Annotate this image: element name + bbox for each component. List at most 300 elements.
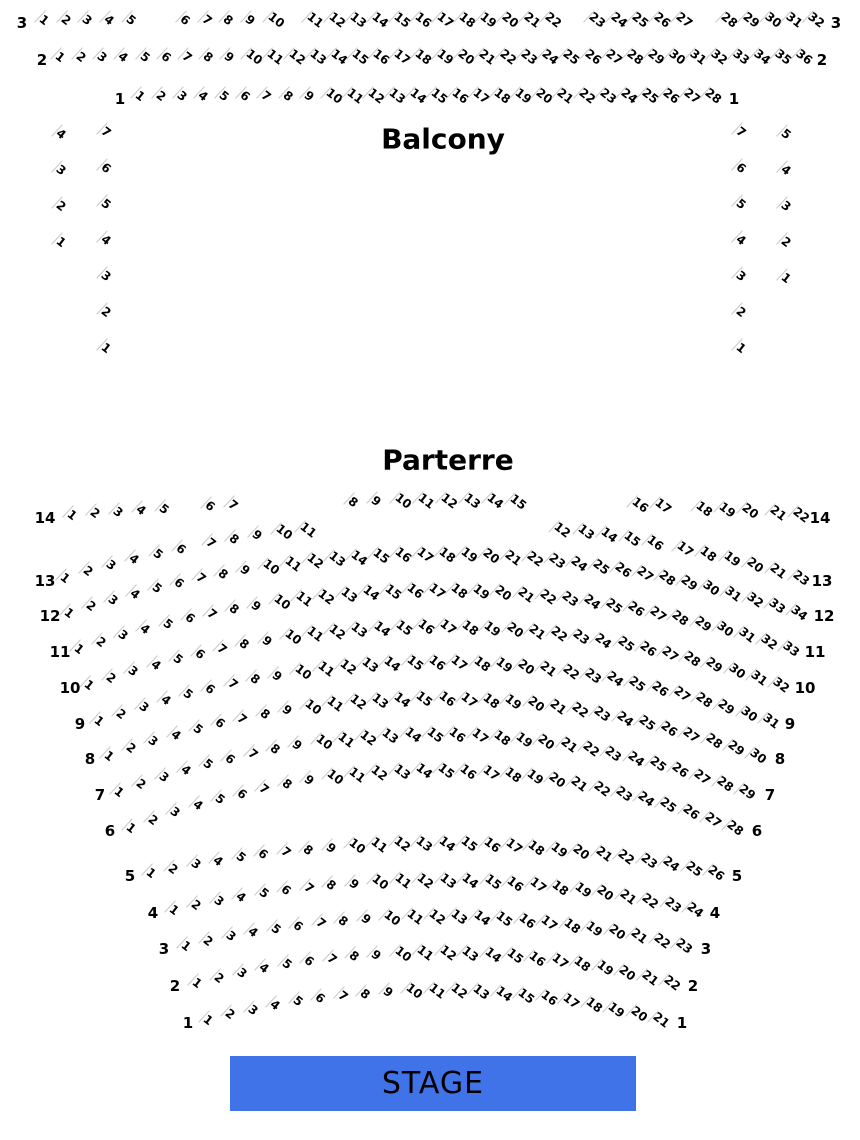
seat-number: 18 — [491, 726, 514, 749]
seat-number: 20 — [499, 9, 522, 31]
seat-number: 5 — [290, 993, 306, 1010]
seat-number: 10 — [302, 696, 325, 718]
seat-number: 32 — [744, 589, 767, 611]
seat-number: 33 — [766, 595, 789, 617]
seat-number: 21 — [476, 46, 499, 68]
seat-number: 18 — [412, 46, 435, 68]
seat-number: 16 — [516, 910, 539, 932]
seat-number: 22 — [639, 890, 662, 912]
seat-number: 22 — [560, 661, 582, 683]
seat-number: 20 — [628, 1003, 650, 1026]
seat-number: 20 — [594, 882, 617, 904]
seat-number: 25 — [590, 556, 613, 578]
seat-number: 11 — [304, 9, 327, 31]
seat-number: 5 — [137, 48, 153, 66]
seat-number: 19 — [470, 581, 493, 603]
row-label-right: 4 — [709, 904, 721, 922]
seat-number: 5 — [123, 11, 139, 29]
seat-number: 3 — [53, 161, 69, 179]
seat-number: 14 — [413, 760, 436, 782]
seat-number: 6 — [182, 610, 198, 627]
seat-number: 11 — [346, 764, 369, 786]
seat-number: 22 — [537, 585, 559, 608]
seat-number: 30 — [666, 46, 689, 68]
seat-number: 28 — [724, 817, 747, 839]
seat-number: 22 — [576, 85, 598, 107]
seat-number: 22 — [661, 972, 684, 994]
seat-number: 19 — [502, 691, 525, 713]
seat-number: 11 — [304, 623, 327, 645]
seat-number: 26 — [625, 598, 648, 621]
seat-number: 13 — [413, 833, 436, 855]
seat-number: 21 — [526, 621, 549, 643]
seat-number: 9 — [248, 597, 264, 614]
seat-number: 11 — [414, 942, 437, 964]
seat-number: 4 — [195, 87, 212, 105]
seat-number: 5 — [256, 885, 272, 902]
seat-number: 13 — [369, 690, 392, 712]
seat-number: 14 — [381, 653, 404, 675]
seat-number: 33 — [780, 638, 803, 660]
seat-number: 26 — [680, 801, 702, 824]
seat-number: 2 — [58, 11, 74, 29]
seat-number: 27 — [673, 9, 695, 31]
seat-number: 19 — [716, 499, 739, 521]
row-label-left: 3 — [158, 940, 170, 958]
seat-number: 17 — [538, 912, 561, 934]
seat-number: 6 — [733, 159, 749, 177]
seat-number: 14 — [360, 582, 382, 604]
seat-number: 22 — [524, 548, 547, 570]
seat-number: 4 — [158, 692, 174, 709]
seat-number: 11 — [297, 518, 319, 541]
seat-number: 15 — [428, 85, 451, 107]
seat-number: 23 — [591, 703, 614, 725]
seat-number: 8 — [346, 948, 362, 965]
seat-number: 7 — [245, 745, 261, 762]
seat-number: 3 — [245, 1001, 261, 1018]
seat-number: 18 — [480, 690, 503, 712]
row-label-left: 1 — [182, 1014, 194, 1032]
seat-number: 7 — [301, 879, 317, 896]
seat-number: 16 — [370, 46, 393, 68]
seat-number: 8 — [215, 566, 231, 583]
seat-number: 8 — [335, 912, 351, 929]
seat-number: 13 — [459, 942, 482, 965]
seat-number: 23 — [597, 85, 619, 107]
row-label-right: 9 — [784, 715, 796, 733]
seat-number: 1 — [778, 269, 794, 287]
seat-number: 27 — [680, 724, 703, 746]
seat-number: 1 — [71, 640, 87, 658]
seat-number: 6 — [177, 11, 193, 29]
seat-number: 9 — [237, 562, 253, 579]
seat-number: 18 — [549, 876, 572, 899]
seat-number: 9 — [289, 737, 306, 754]
seat-number: 25 — [626, 673, 649, 695]
seat-number: 17 — [549, 950, 572, 972]
seat-number: 1 — [200, 1011, 216, 1029]
seat-number: 21 — [547, 696, 570, 718]
seat-number: 28 — [681, 648, 704, 670]
seat-number: 17 — [674, 538, 697, 560]
seat-number: 4 — [256, 960, 273, 977]
seat-number: 17 — [391, 46, 414, 68]
seat-number: 14 — [484, 490, 507, 512]
row-label-right: 1 — [728, 90, 740, 108]
row-label-right: 3 — [700, 940, 712, 958]
seat-number: 8 — [279, 776, 295, 793]
seat-number: 4 — [98, 231, 114, 249]
seat-number: 24 — [581, 591, 604, 613]
seat-number: 11 — [415, 490, 438, 512]
seat-number: 3 — [188, 856, 204, 873]
seat-number: 10 — [282, 626, 304, 648]
seat-number: 24 — [608, 9, 630, 31]
seat-number: 22 — [542, 9, 565, 31]
seat-number: 23 — [602, 742, 625, 765]
seat-number: 3 — [733, 267, 749, 285]
seat-number: 21 — [502, 546, 525, 569]
seat-number: 10 — [260, 556, 283, 578]
seat-number: 3 — [79, 11, 96, 29]
seat-number: 11 — [425, 980, 448, 1002]
row-label-left: 10 — [59, 679, 81, 697]
seat-number: 11 — [282, 553, 305, 575]
seat-number: 6 — [192, 645, 208, 662]
seat-number: 17 — [437, 616, 460, 638]
seat-number: 25 — [683, 857, 705, 880]
seat-number: 14 — [369, 9, 392, 31]
seat-number: 20 — [492, 582, 515, 604]
seat-number: 7 — [278, 843, 294, 860]
seat-number: 10 — [271, 591, 294, 613]
seat-number: 2 — [80, 563, 96, 580]
seat-number: 19 — [477, 9, 500, 31]
seat-number: 4 — [267, 997, 284, 1014]
seat-number: 31 — [722, 583, 745, 605]
stage-label: STAGE — [381, 1066, 485, 1101]
seat-number: 15 — [504, 945, 527, 967]
seat-number: 13 — [461, 490, 484, 512]
row-label-left: 4 — [147, 904, 159, 922]
seat-number: 12 — [391, 833, 414, 856]
seat-number: 35 — [772, 46, 795, 68]
seat-number: 9 — [301, 772, 317, 789]
seat-number: 25 — [560, 46, 583, 68]
seat-number: 22 — [615, 846, 638, 869]
seat-number: 8 — [226, 530, 242, 547]
seat-number: 26 — [582, 46, 604, 68]
seat-number: 1 — [61, 604, 77, 622]
balcony-section-title: Balcony — [381, 122, 505, 156]
seat-number: 6 — [171, 575, 187, 592]
seat-number: 13 — [575, 521, 597, 543]
seat-number: 2 — [73, 48, 89, 66]
seat-number: 5 — [98, 195, 114, 213]
seat-number: 14 — [459, 870, 482, 893]
seat-number: 20 — [515, 656, 538, 678]
seat-number: 16 — [412, 9, 435, 31]
seat-number: 23 — [638, 850, 660, 872]
seat-number: 25 — [629, 9, 652, 31]
seat-number: 8 — [267, 741, 283, 758]
seat-number: 6 — [255, 846, 271, 863]
seat-number: 32 — [770, 674, 793, 696]
seat-number: 15 — [507, 490, 530, 513]
seat-number: 7 — [335, 987, 351, 1004]
seat-number: 7 — [235, 710, 251, 727]
seat-number: 20 — [504, 619, 526, 641]
seat-number: 22 — [497, 46, 520, 68]
seat-number: 11 — [403, 906, 426, 928]
seat-number: 19 — [524, 766, 547, 788]
seat-number: 18 — [436, 544, 459, 566]
seat-number: 1 — [111, 783, 127, 801]
seat-number: 10 — [346, 835, 369, 857]
seat-number: 29 — [691, 612, 714, 635]
seat-number: 7 — [733, 123, 749, 141]
seat-number: 2 — [211, 969, 228, 986]
seat-number: 24 — [635, 788, 658, 810]
seat-number: 13 — [347, 9, 370, 31]
seat-number: 30 — [726, 660, 748, 682]
seat-number: 12 — [337, 656, 360, 678]
seat-number: 16 — [449, 85, 472, 107]
seat-number: 16 — [481, 834, 503, 856]
seat-number: 1 — [81, 676, 97, 694]
seat-number: 17 — [414, 544, 437, 566]
seat-number: 3 — [103, 556, 120, 574]
seat-number: 7 — [259, 87, 275, 105]
seat-number: 5 — [200, 755, 216, 773]
seat-number: 21 — [593, 843, 616, 866]
seat-number: 20 — [616, 961, 639, 984]
seat-number: 7 — [179, 48, 195, 66]
seat-number: 10 — [381, 907, 404, 929]
seat-number: 7 — [204, 605, 220, 622]
seat-number: 18 — [561, 914, 583, 937]
seat-number: 16 — [392, 544, 415, 567]
row-label-right: 5 — [731, 867, 743, 885]
seat-number: 1 — [53, 233, 69, 251]
seat-number: 6 — [278, 882, 295, 899]
seat-number: 9 — [358, 911, 374, 928]
seat-number: 15 — [404, 652, 426, 674]
row-label-right: 13 — [811, 572, 833, 590]
seat-number: 24 — [592, 629, 615, 652]
seat-number: 12 — [551, 518, 574, 541]
seat-number: 5 — [212, 791, 228, 808]
seat-number: 14 — [471, 907, 494, 929]
seat-number: 12 — [437, 942, 459, 964]
row-label-left: 2 — [36, 51, 48, 69]
seat-number: 16 — [526, 947, 549, 970]
row-label-right: 11 — [804, 643, 826, 661]
seat-number: 12 — [368, 762, 391, 784]
seat-number: 8 — [236, 636, 253, 653]
seat-number: 21 — [767, 502, 790, 524]
seat-number: 24 — [604, 668, 627, 691]
row-label-left: 3 — [16, 14, 28, 32]
seat-number: 26 — [669, 759, 692, 781]
seat-number: 9 — [279, 702, 295, 719]
seat-number: 13 — [359, 654, 382, 676]
seat-number: 2 — [153, 87, 169, 105]
seat-number: 16 — [504, 873, 527, 895]
seat-number: 14 — [328, 46, 351, 68]
seat-number: 27 — [691, 766, 714, 788]
seat-number: 2 — [201, 932, 217, 950]
seat-number: 11 — [315, 658, 337, 681]
seat-number: 30 — [738, 702, 760, 725]
seat-number: 21 — [568, 773, 591, 795]
seat-number: 4 — [210, 852, 227, 869]
seat-number: 13 — [348, 619, 371, 641]
seat-number: 6 — [98, 159, 114, 177]
seat-number: 6 — [202, 498, 218, 515]
row-label-right: 1 — [676, 1014, 688, 1032]
seat-number: 19 — [493, 654, 516, 676]
seat-number: 8 — [257, 706, 273, 723]
seat-number: 33 — [730, 46, 752, 68]
seat-number: 11 — [368, 834, 391, 856]
seat-number: 19 — [458, 544, 481, 567]
seat-number: 23 — [546, 550, 569, 573]
seat-number: 7 — [214, 640, 230, 657]
seat-number: 26 — [637, 638, 660, 660]
seat-number: 8 — [200, 48, 216, 66]
seat-number: 15 — [493, 908, 516, 930]
seat-number: 15 — [413, 688, 436, 710]
seat-number: 4 — [733, 231, 749, 249]
seat-number: 3 — [98, 267, 114, 285]
row-label-right: 2 — [816, 51, 828, 69]
seat-number: 11 — [344, 85, 366, 107]
seat-number: 5 — [733, 195, 749, 213]
seat-number: 30 — [714, 618, 736, 640]
seat-number: 15 — [515, 984, 538, 1007]
seat-number: 28 — [718, 9, 741, 31]
seat-number: 17 — [434, 9, 457, 31]
seat-number: 25 — [603, 594, 626, 617]
seat-number: 22 — [591, 777, 613, 800]
seat-number: 5 — [190, 720, 206, 737]
seat-number: 2 — [733, 303, 749, 321]
seat-number: 28 — [714, 773, 736, 795]
seat-number: 25 — [636, 712, 659, 735]
seat-number: 1 — [52, 48, 68, 66]
seat-number: 19 — [513, 728, 536, 751]
seat-number: 20 — [546, 769, 569, 792]
seat-number: 21 — [521, 9, 544, 31]
seat-number: 4 — [148, 656, 164, 673]
seat-number: 18 — [459, 616, 482, 639]
seat-number: 18 — [502, 764, 525, 786]
seat-number: 31 — [748, 667, 771, 689]
seat-number: 27 — [634, 563, 657, 585]
seat-number: 34 — [751, 46, 773, 68]
row-label-right: 7 — [764, 786, 776, 804]
seat-number: 21 — [650, 1009, 673, 1031]
seat-number: 24 — [614, 707, 636, 730]
seat-number: 6 — [290, 917, 307, 934]
stage — [230, 1056, 636, 1111]
row-label-left: 9 — [74, 715, 86, 733]
seat-number: 23 — [570, 626, 593, 648]
seat-number: 23 — [559, 588, 581, 610]
seat-number: 5 — [156, 500, 172, 517]
seat-number: 17 — [652, 495, 675, 518]
seat-number: 2 — [189, 897, 205, 914]
seat-number: 2 — [133, 776, 150, 793]
seat-number: 10 — [324, 766, 347, 788]
seat-number: 3 — [136, 698, 152, 715]
row-label-left: 6 — [104, 822, 116, 840]
seat-number: 6 — [158, 48, 174, 66]
seat-number: 13 — [391, 761, 413, 783]
seat-number: 13 — [386, 85, 409, 107]
seat-number: 9 — [346, 875, 362, 892]
seat-number: 24 — [568, 553, 591, 575]
seat-number: 19 — [583, 918, 606, 940]
seat-number: 17 — [458, 688, 481, 711]
seat-number: 14 — [436, 833, 458, 855]
seat-number: 23 — [518, 46, 541, 68]
seat-number: 9 — [269, 667, 285, 684]
seat-number: 28 — [693, 689, 716, 711]
seat-number: 16 — [538, 987, 560, 1009]
seat-number: 5 — [778, 125, 794, 143]
seat-number: 25 — [647, 753, 670, 775]
seat-number: 15 — [424, 724, 447, 746]
seat-number: 2 — [223, 1006, 239, 1023]
seat-number: 26 — [705, 862, 728, 884]
seat-number: 24 — [539, 46, 562, 68]
seat-number: 3 — [211, 892, 227, 909]
seat-number: 2 — [87, 505, 103, 522]
seat-number: 15 — [349, 46, 372, 68]
seat-number: 15 — [435, 760, 458, 782]
seat-number: 12 — [326, 621, 349, 643]
seat-number: 23 — [790, 567, 813, 589]
seat-number: 24 — [625, 747, 647, 770]
seat-number: 29 — [725, 737, 747, 760]
seat-number: 24 — [684, 899, 707, 921]
seat-number: 4 — [168, 726, 184, 743]
seat-number: 5 — [268, 920, 284, 937]
seat-number: 27 — [681, 85, 704, 107]
seat-number: 34 — [788, 602, 811, 624]
row-label-left: 5 — [124, 867, 136, 885]
seat-number: 28 — [669, 607, 692, 630]
seat-number: 19 — [605, 998, 628, 1021]
seat-number: 16 — [446, 724, 469, 746]
seat-number: 12 — [414, 870, 437, 892]
seat-number: 15 — [482, 871, 504, 894]
seat-number: 7 — [313, 914, 329, 932]
seat-number: 8 — [247, 671, 263, 688]
seat-number: 23 — [673, 935, 696, 957]
seat-number: 10 — [243, 46, 266, 68]
seat-number: 16 — [629, 494, 652, 516]
seat-number: 17 — [480, 762, 502, 784]
seat-number: 5 — [279, 956, 295, 973]
seat-number: 28 — [702, 730, 725, 753]
seat-number: 32 — [758, 631, 781, 653]
seat-number: 10 — [265, 9, 288, 31]
seat-number: 1 — [101, 747, 117, 765]
